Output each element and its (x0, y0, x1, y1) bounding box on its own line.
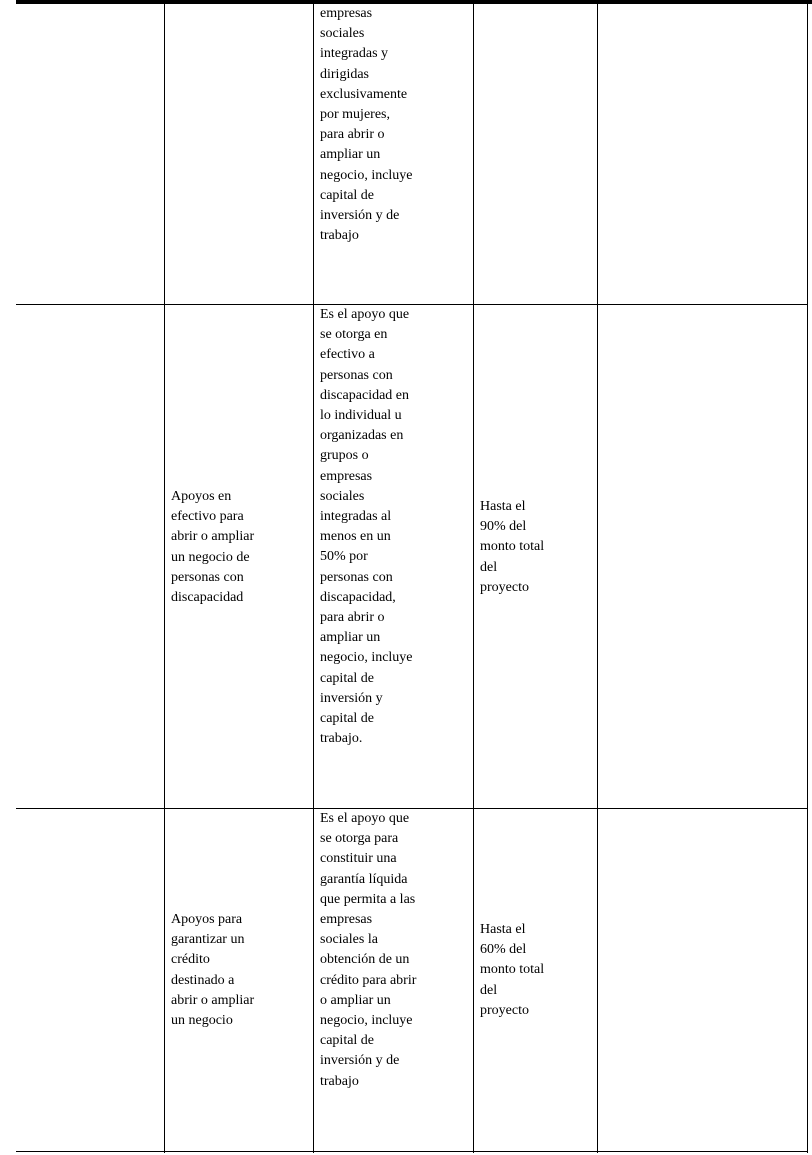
column-divider (597, 0, 598, 1153)
row-description: Es el apoyo que se otorga en efectivo a personas con discapacidad en lo individual u organizadas en grupos o empresas sociales integradas al menos en un 50% por personas con discapacidad, para abrir o ampliar un negocio, incluye capital de inversión y capital de trabajo. (320, 307, 413, 747)
row-description: empresas sociales integradas y dirigidas exclusivamente por mujeres, para abrir o ampliar un negocio, incluye capital de inversión y de trabajo (320, 6, 413, 244)
column-divider (164, 0, 165, 1153)
row-amount: Hasta el 90% del monto total del proyecto (480, 499, 545, 595)
row-support-type: Apoyos en efectivo para abrir o ampliar un negocio de personas con discapacidad (171, 489, 255, 606)
column-divider (473, 0, 474, 1153)
column-divider (807, 0, 808, 1153)
row-description: Es el apoyo que se otorga para constituir una garantía líquida que permita a las empresas sociales la obtención de un crédito para abrir o ampliar un negocio, incluye capital de inversión y de trabajo (320, 811, 417, 1089)
row-amount: Hasta el 60% del monto total del proyecto (480, 922, 545, 1018)
row-divider (16, 1151, 808, 1152)
column-divider (313, 0, 314, 1153)
row-support-type: Apoyos para garantizar un crédito destinado a abrir o ampliar un negocio (171, 912, 255, 1029)
